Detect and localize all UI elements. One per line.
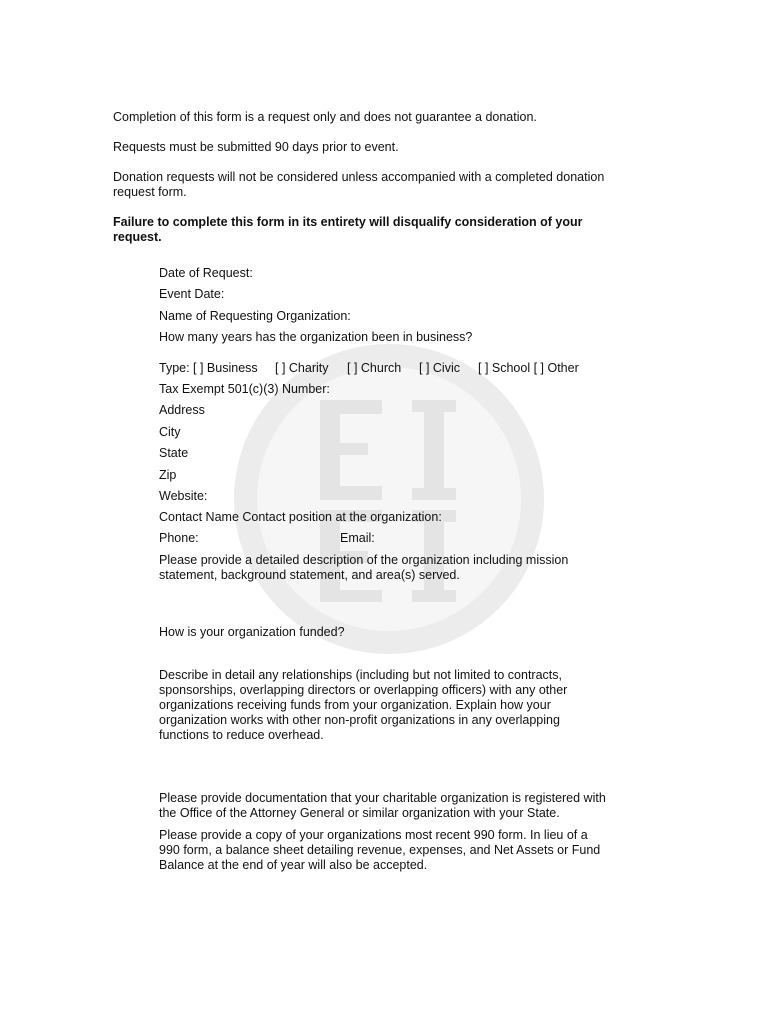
- contact-label: Contact Name Contact position at the organization:: [159, 510, 442, 524]
- form990-question: Please provide a copy of your organizations most recent 990 form. In lieu of a: [159, 828, 588, 842]
- phone-email-row: [159, 531, 375, 546]
- type-row: [159, 361, 579, 376]
- relationships-question-5: functions to reduce overhead.: [159, 728, 324, 742]
- documentation-question: Please provide documentation that your charitable organization is registered with: [159, 791, 606, 805]
- form990-question-2: 990 form, a balance sheet detailing revenue, expenses, and Net Assets or Fund: [159, 843, 601, 857]
- date-of-request-label: Date of Request:: [159, 266, 253, 280]
- type-civic-option[interactable]: [ ] Civic: [419, 361, 460, 375]
- type-church-option[interactable]: [ ] Church: [347, 361, 402, 375]
- intro-text: Completion of this form is a request only and does not guarantee a donation.: [113, 110, 537, 124]
- documentation-question-cont: the Office of the Attorney General or similar organization with your State.: [159, 806, 560, 820]
- type-charity-option[interactable]: [ ] Charity: [275, 361, 329, 375]
- description-question-cont: statement, background statement, and area(s) served.: [159, 568, 460, 582]
- form990-question-3: Balance at the end of year will also be accepted.: [159, 858, 428, 872]
- description-question: Please provide a detailed description of the organization including mission: [159, 553, 569, 567]
- consideration-text-cont: request form.: [113, 185, 187, 199]
- warning-text-cont: request.: [113, 230, 162, 244]
- org-name-label: Name of Requesting Organization:: [159, 309, 351, 323]
- relationships-question: Describe in detail any relationships (including but not limited to contracts,: [159, 668, 562, 682]
- city-label: City: [159, 425, 181, 439]
- website-label: Website:: [159, 489, 208, 503]
- event-date-label: Event Date:: [159, 287, 225, 301]
- funding-question: How is your organization funded?: [159, 625, 345, 639]
- tax-exempt-label: Tax Exempt 501(c)(3) Number:: [159, 382, 330, 396]
- type-business-option[interactable]: Type: [ ] Business: [159, 361, 258, 375]
- deadline-text: Requests must be submitted 90 days prior to event.: [113, 140, 399, 154]
- relationships-question-3: organizations receiving funds from your organization. Explain how your: [159, 698, 551, 712]
- consideration-text: Donation requests will not be considered unless accompanied with a completed donation: [113, 170, 605, 184]
- zip-label: Zip: [159, 468, 177, 482]
- type-school-other-option[interactable]: [ ] School [ ] Other: [478, 361, 579, 375]
- years-in-business-label: How many years has the organization been in business?: [159, 330, 473, 344]
- email-label: Email:: [340, 531, 375, 545]
- warning-text: Failure to complete this form in its entirety will disqualify consideration of your: [113, 215, 583, 229]
- address-label: Address: [159, 403, 205, 417]
- relationships-question-2: sponsorships, overlapping directors or overlapping officers) with any other: [159, 683, 568, 697]
- phone-label: Phone:: [159, 531, 199, 545]
- relationships-question-4: organization works with other non-profit organizations in any overlapping: [159, 713, 560, 727]
- state-label: State: [159, 446, 189, 460]
